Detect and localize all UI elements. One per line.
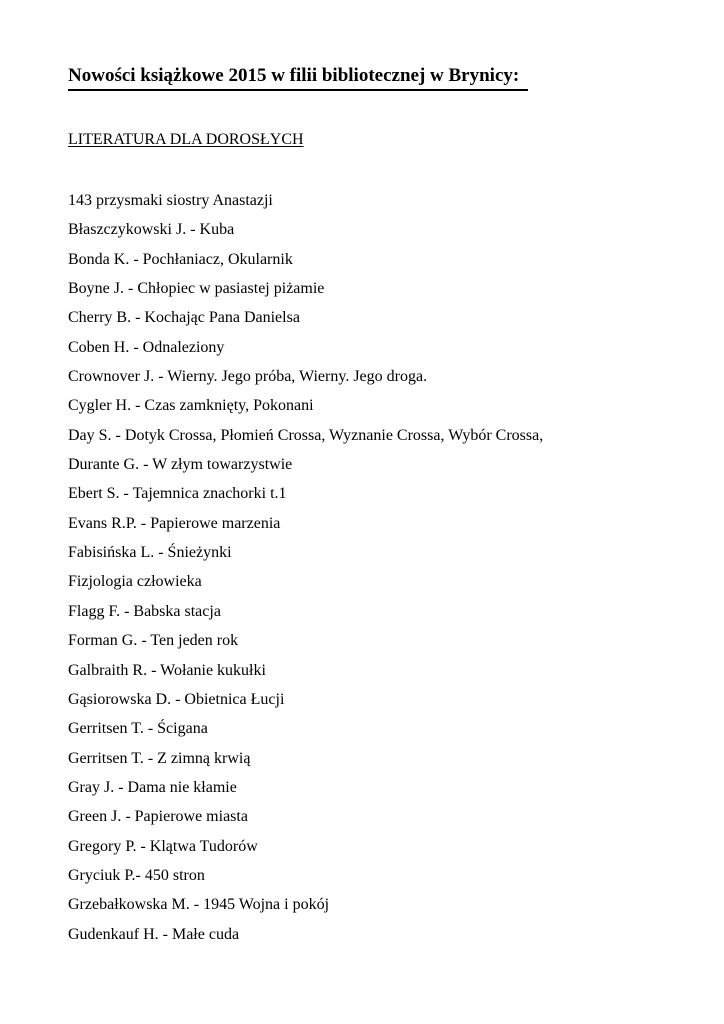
book-entry: Coben H. - Odnaleziony: [68, 338, 225, 356]
book-entry: Crownover J. - Wierny. Jego próba, Wierny. Jego droga.: [68, 368, 428, 386]
book-entry: Błaszczykowski J. - Kuba: [68, 221, 235, 239]
book-entry: Bonda K. - Pochłaniacz, Okularnik: [68, 250, 293, 268]
book-entry: Gryciuk P.- 450 stron: [68, 866, 205, 884]
book-entry: Durante G. - W złym towarzystwie: [68, 456, 293, 474]
book-entry: Ebert S. - Tajemnica znachorki t.1: [68, 485, 287, 503]
book-entry: Cygler H. - Czas zamknięty, Pokonani: [68, 397, 314, 415]
book-entry: Gudenkauf H. - Małe cuda: [68, 925, 240, 943]
book-entry: Day S. - Dotyk Crossa, Płomień Crossa, Wyznanie Crossa, Wybór Crossa,: [68, 426, 544, 444]
book-entry: Fabisińska L. - Śnieżynki: [68, 544, 232, 562]
book-entry: Galbraith R. - Wołanie kukułki: [68, 661, 266, 679]
book-entry: Gregory P. - Klątwa Tudorów: [68, 837, 258, 855]
book-entry: Forman G. - Ten jeden rok: [68, 632, 239, 650]
book-entry: 143 przysmaki siostry Anastazji: [68, 192, 273, 209]
section-heading: [68, 129, 684, 151]
book-entry: Boyne J. - Chłopiec w pasiastej piżamie: [68, 280, 325, 298]
book-entry: Cherry B. - Kochając Pana Danielsa: [68, 309, 300, 327]
book-entry: Flagg F. - Babska stacja: [68, 602, 221, 620]
book-entry: Gerritsen T. - Ścigana: [68, 720, 208, 738]
book-entry: Grzebałkowska M. - 1945 Wojna i pokój: [68, 896, 330, 914]
section-heading-text: LITERATURA DLA DOROSŁYCH: [68, 131, 304, 148]
book-entry: Evans R.P. - Papierowe marzenia: [68, 514, 281, 532]
page-title: [68, 63, 684, 91]
book-entry: Fizjologia człowieka: [68, 573, 202, 591]
book-entry: Gąsiorowska D. - Obietnica Łucji: [68, 690, 285, 708]
book-entry: Green J. - Papierowe miasta: [68, 808, 248, 826]
page-title-text: Nowości książkowe 2015 w filii bibliotecznej w Brynicy:: [68, 63, 528, 91]
book-entry: Gerritsen T. - Z zimną krwią: [68, 749, 251, 767]
book-list: [68, 186, 684, 949]
book-entry: Gray J. - Dama nie kłamie: [68, 778, 237, 796]
